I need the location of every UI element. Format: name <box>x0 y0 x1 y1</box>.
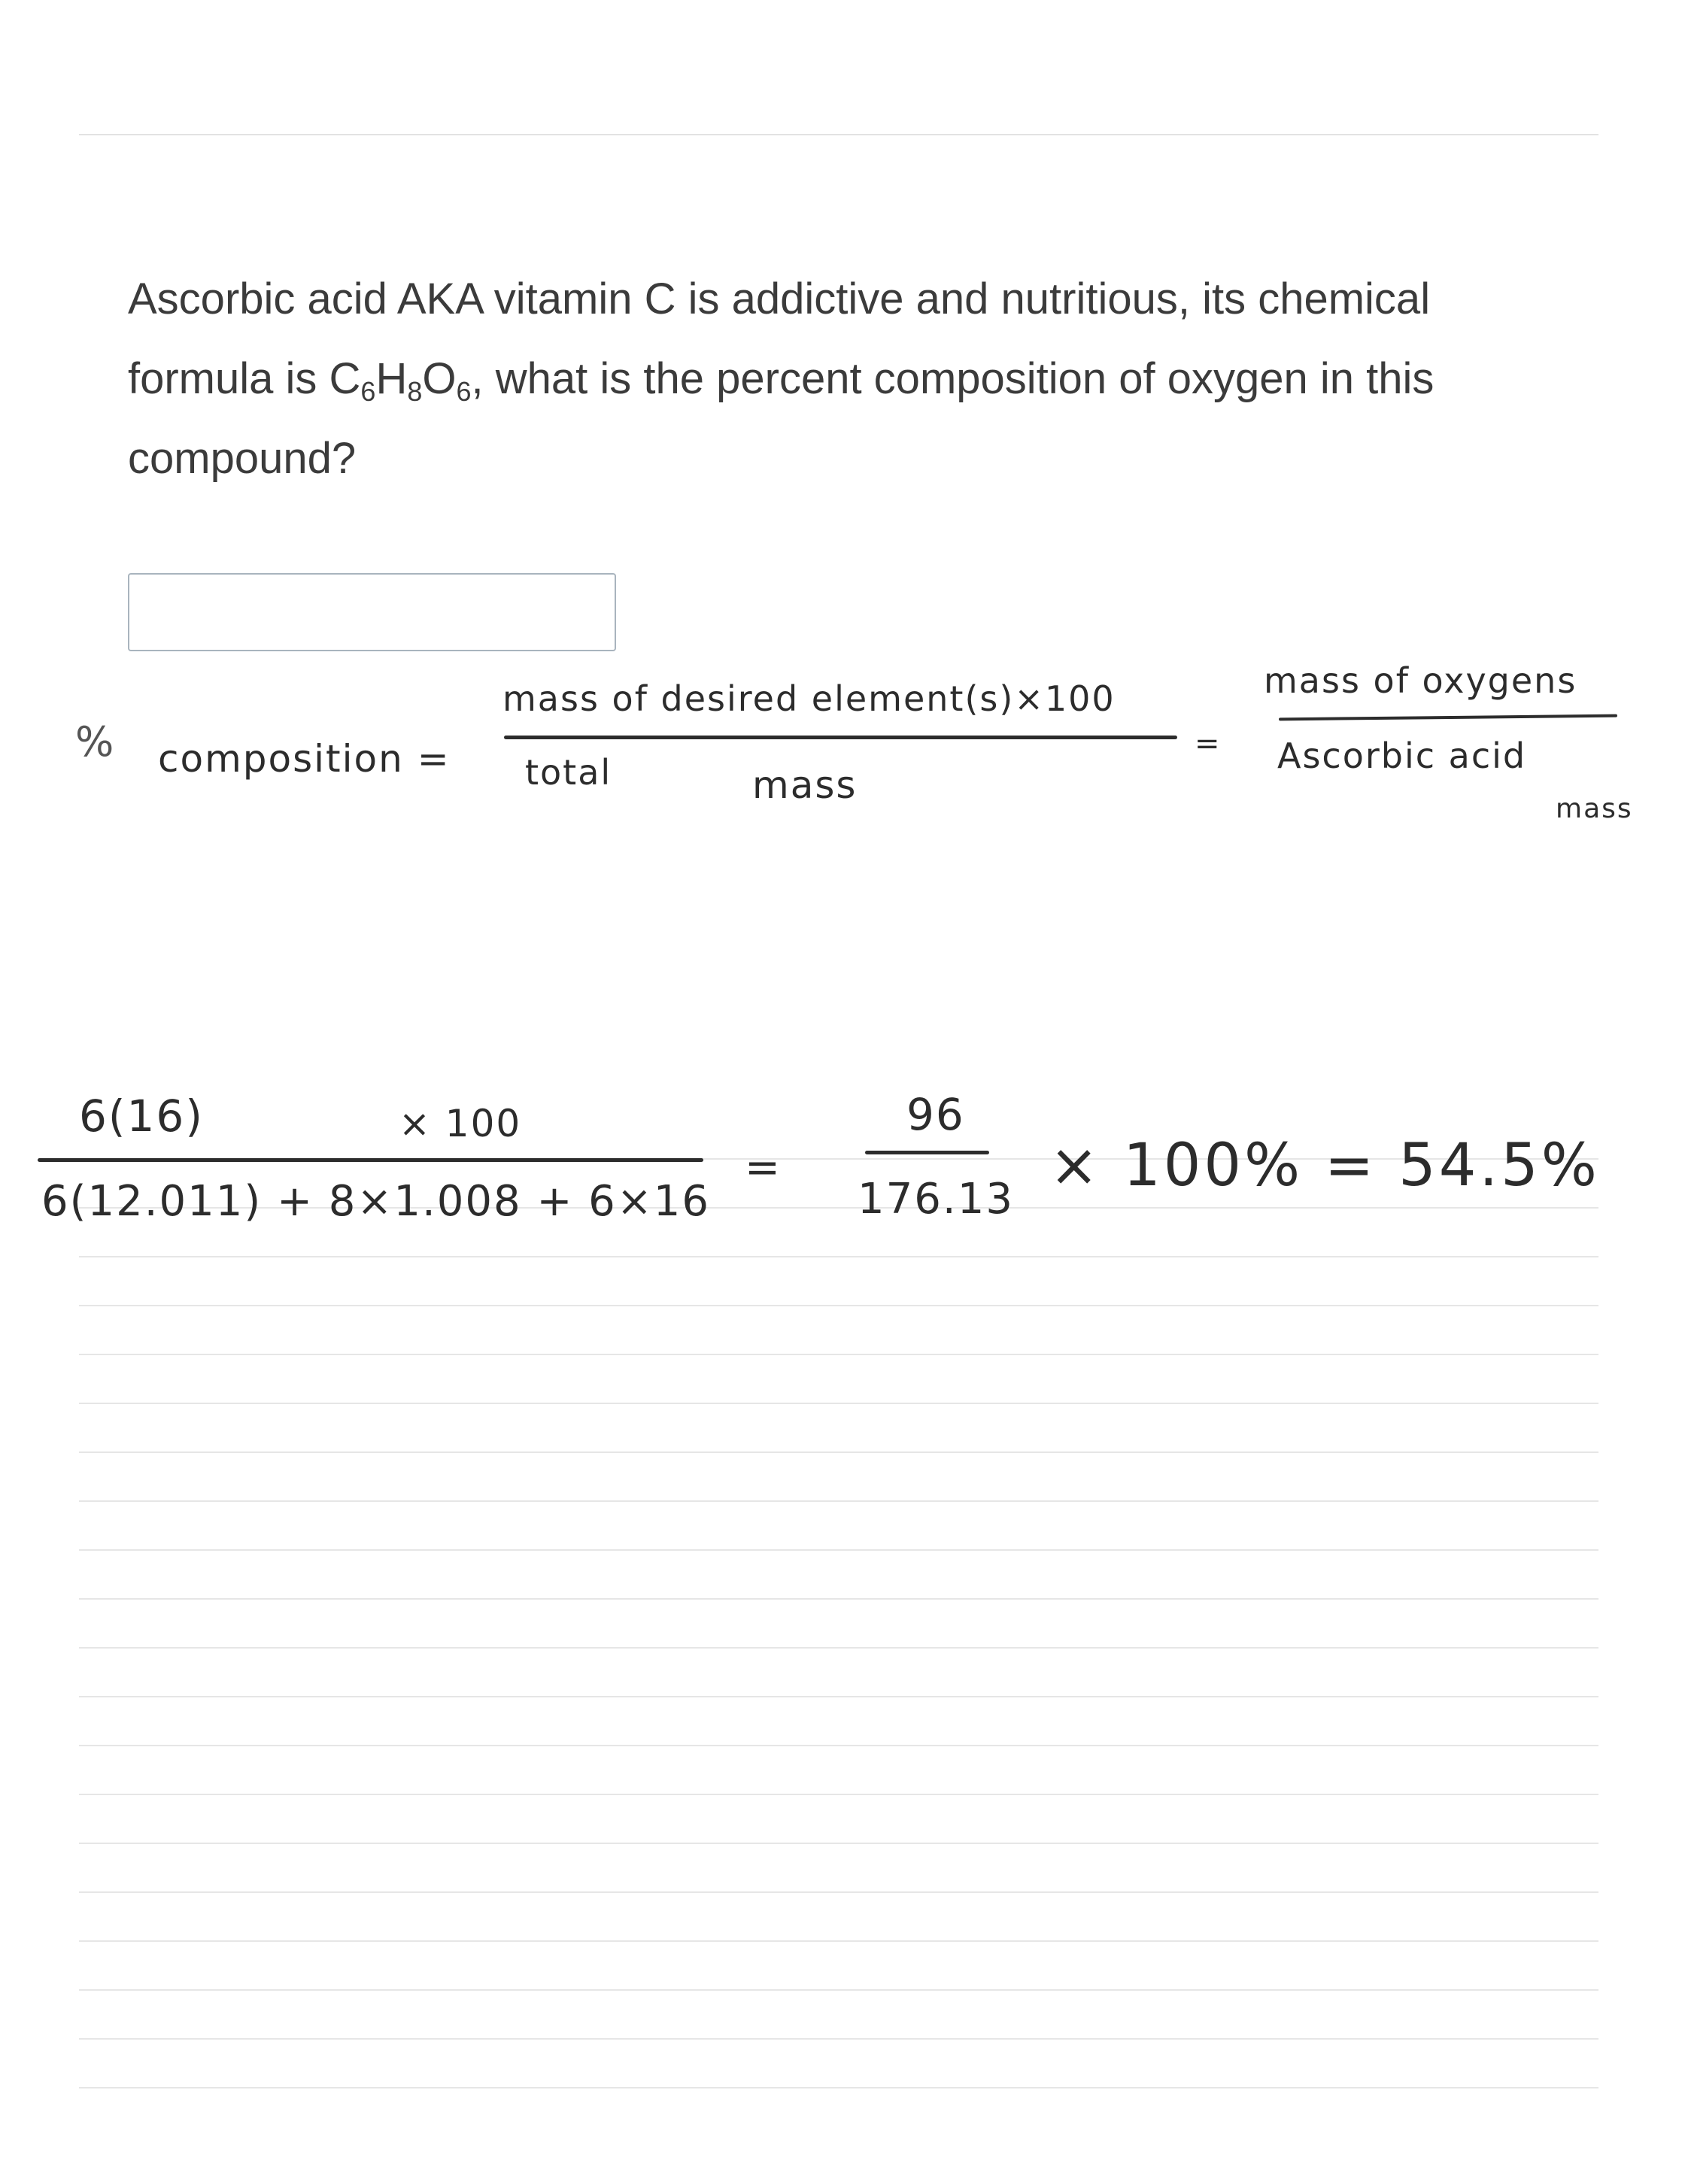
ruled-line <box>79 2087 1598 2088</box>
handwritten-formula-numerator: mass of desired element(s)×100 <box>502 678 1116 719</box>
top-divider <box>79 134 1598 135</box>
handwritten-fraction-bar-1 <box>504 736 1177 739</box>
formula-o: O <box>422 354 457 403</box>
handwritten-oxygen-numerator: mass of oxygens <box>1264 660 1577 701</box>
ruled-line <box>79 1256 1598 1257</box>
handwritten-calc-numerator: 6(16) <box>79 1090 204 1142</box>
formula-h: H <box>375 354 408 403</box>
ruled-line <box>79 1451 1598 1453</box>
ruled-line <box>79 1598 1598 1600</box>
ruled-line <box>79 1549 1598 1551</box>
handwritten-formula-denominator-mass: mass <box>752 763 858 807</box>
handwritten-oxygen-denominator: Ascorbic acid <box>1277 736 1527 776</box>
ruled-line <box>79 1305 1598 1306</box>
handwritten-equals-1: = <box>1195 726 1222 761</box>
handwritten-formula-denominator-total: total <box>525 752 612 793</box>
ruled-line <box>79 1989 1598 1991</box>
ruled-line <box>79 1500 1598 1502</box>
handwritten-calc-denominator: 6(12.011) + 8×1.008 + 6×16 <box>41 1177 710 1226</box>
handwritten-calc-times-100: × 100 <box>399 1102 522 1145</box>
ruled-line <box>79 1696 1598 1697</box>
handwritten-composition-label: composition = <box>158 737 451 781</box>
question-text-before: Ascorbic acid AKA vitamin C is addictive and nutritious, its chemical formula is C <box>128 275 1431 403</box>
formula-subscript-c: 6 <box>360 376 376 407</box>
question-text-after: , what is the percent composition of oxygen in this compound? <box>128 354 1434 483</box>
question-text <box>128 259 1557 499</box>
ruled-line <box>79 2038 1598 2040</box>
handwritten-equals-2: = <box>745 1143 782 1192</box>
handwritten-fraction-bar-3 <box>38 1158 703 1162</box>
formula-subscript-h: 8 <box>407 376 423 407</box>
handwritten-result-final: × 100% = 54.5% <box>1049 1132 1600 1200</box>
ruled-line <box>79 1843 1598 1844</box>
handwritten-result-denominator: 176.13 <box>858 1175 1014 1224</box>
ruled-line <box>79 1745 1598 1746</box>
ruled-line <box>79 1647 1598 1649</box>
ruled-line <box>79 1794 1598 1795</box>
ruled-line <box>79 1354 1598 1355</box>
ruled-line <box>79 1403 1598 1404</box>
ruled-line <box>79 1940 1598 1942</box>
handwritten-fraction-bar-2 <box>1279 714 1617 721</box>
ruled-line <box>79 1891 1598 1893</box>
handwritten-fraction-bar-4 <box>865 1151 989 1154</box>
handwritten-result-numerator: 96 <box>906 1089 965 1140</box>
formula-subscript-o: 6 <box>456 376 472 407</box>
handwritten-percent-sign: % <box>75 718 116 766</box>
handwritten-oxygen-denominator-mass: mass <box>1556 793 1633 824</box>
answer-input[interactable] <box>128 573 616 651</box>
